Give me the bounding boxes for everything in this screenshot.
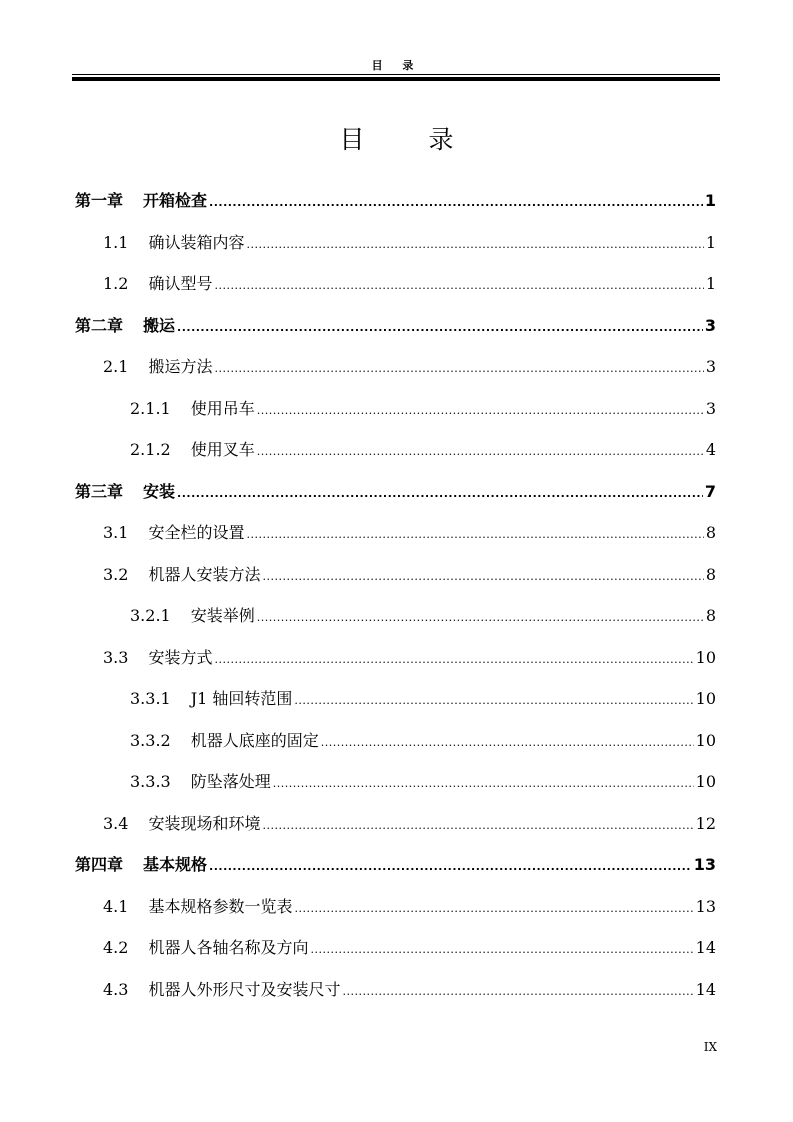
- toc-entry-subsection[interactable]: [75, 720, 716, 762]
- toc-entry-subsection[interactable]: [75, 595, 716, 637]
- toc-entry-title: 机器人底座的固定: [190, 730, 319, 750]
- toc-entry-page-number: 10: [695, 772, 716, 791]
- toc-entry-title: 确认装箱内容: [148, 232, 245, 252]
- toc-entry-page-number: 8: [705, 564, 716, 584]
- toc-entry-title: 安装举例: [190, 606, 255, 625]
- toc-entry-title: 使用吊车: [190, 398, 255, 418]
- toc-dot-leader: [257, 431, 704, 473]
- toc-dot-leader: [321, 722, 694, 764]
- toc-dot-leader: [246, 224, 703, 266]
- toc-entry-page-number: 1: [705, 274, 716, 293]
- toc-dot-leader: [214, 265, 703, 307]
- toc-entry-section[interactable]: [75, 886, 716, 928]
- toc-dot-leader: [342, 971, 693, 1013]
- toc-entry-number: 第三章: [75, 481, 124, 501]
- toc-entry-number: 2.1: [103, 357, 129, 376]
- toc-entry-section[interactable]: [75, 927, 716, 969]
- toc-entry-number: 2.1.2: [130, 440, 171, 459]
- toc-entry-subsection[interactable]: [75, 429, 716, 471]
- toc-entry-number: 3.4: [103, 813, 129, 833]
- toc-entry-page-number: 10: [695, 730, 716, 750]
- toc-dot-leader: [310, 929, 693, 971]
- toc-entry-page-number: 14: [695, 938, 716, 957]
- toc-entry-number: 3.3.3: [130, 772, 171, 791]
- table-of-contents: [75, 180, 716, 1010]
- toc-entry-chapter[interactable]: [75, 305, 716, 347]
- toc-entry-title: 基本规格参数一览表: [148, 896, 293, 916]
- toc-dot-leader: [246, 514, 703, 556]
- toc-entry-number: 第四章: [75, 855, 124, 874]
- toc-entry-subsection[interactable]: [75, 761, 716, 803]
- toc-dot-leader: [209, 182, 703, 224]
- toc-entry-page-number: 14: [695, 979, 716, 999]
- toc-entry-page-number: 13: [693, 855, 716, 874]
- toc-entry-number: 3.1: [103, 523, 129, 542]
- toc-entry-section[interactable]: [75, 969, 716, 1011]
- toc-entry-number: 1.1: [103, 232, 129, 252]
- toc-entry-title: 搬运: [143, 315, 176, 335]
- toc-entry-page-number: 1: [705, 232, 716, 252]
- toc-entry-page-number: 3: [705, 357, 716, 376]
- toc-dot-leader: [262, 805, 693, 847]
- toc-entry-page-number: 7: [704, 481, 716, 501]
- header-rule-thin: [72, 74, 720, 75]
- toc-entry-section[interactable]: [75, 554, 716, 596]
- toc-dot-leader: [177, 307, 703, 349]
- toc-entry-subsection[interactable]: [75, 678, 716, 720]
- toc-entry-chapter[interactable]: [75, 844, 716, 886]
- toc-entry-section[interactable]: [75, 263, 716, 305]
- toc-entry-title: 安全栏的设置: [148, 523, 245, 542]
- toc-entry-page-number: 3: [704, 315, 716, 335]
- toc-entry-section[interactable]: [75, 346, 716, 388]
- toc-entry-title: J1 轴回转范围: [190, 689, 293, 708]
- toc-entry-section[interactable]: [75, 222, 716, 264]
- toc-entry-number: 1.2: [103, 274, 129, 293]
- toc-entry-page-number: 13: [695, 896, 716, 916]
- toc-entry-chapter[interactable]: [75, 471, 716, 513]
- toc-dot-leader: [177, 473, 703, 515]
- toc-entry-page-number: 8: [705, 523, 716, 542]
- toc-entry-title: 机器人各轴名称及方向: [148, 938, 309, 957]
- toc-dot-leader: [262, 556, 703, 598]
- toc-entry-number: 4.2: [103, 938, 129, 957]
- toc-entry-number: 4.3: [103, 979, 129, 999]
- toc-entry-subsection[interactable]: [75, 388, 716, 430]
- toc-entry-chapter[interactable]: [75, 180, 716, 222]
- page-number: IX: [703, 1040, 717, 1054]
- header-rule-thick: [72, 77, 720, 81]
- toc-entry-title: 开箱检查: [143, 191, 208, 210]
- toc-dot-leader: [294, 680, 693, 722]
- toc-entry-title: 防坠落处理: [190, 772, 271, 791]
- toc-dot-leader: [273, 763, 694, 805]
- toc-entry-number: 3.3.2: [130, 730, 171, 750]
- toc-entry-section[interactable]: [75, 637, 716, 679]
- toc-entry-page-number: 4: [705, 440, 716, 459]
- toc-dot-leader: [209, 846, 692, 888]
- toc-entry-title: 安装: [143, 481, 176, 501]
- toc-entry-section[interactable]: [75, 512, 716, 554]
- toc-entry-section[interactable]: [75, 803, 716, 845]
- toc-dot-leader: [257, 597, 704, 639]
- page-title: 目 录: [339, 125, 482, 154]
- running-header: 目 录: [371, 59, 422, 72]
- toc-dot-leader: [294, 888, 693, 930]
- toc-entry-number: 第一章: [75, 191, 124, 210]
- toc-dot-leader: [257, 390, 704, 432]
- toc-entry-number: 3.3: [103, 647, 129, 667]
- toc-entry-title: 安装方式: [148, 647, 213, 667]
- toc-entry-title: 机器人安装方法: [148, 564, 261, 584]
- toc-entry-title: 机器人外形尺寸及安装尺寸: [148, 979, 341, 999]
- toc-entry-title: 安装现场和环境: [148, 813, 261, 833]
- toc-entry-number: 2.1.1: [130, 398, 171, 418]
- toc-entry-number: 3.2.1: [130, 606, 171, 625]
- toc-entry-page-number: 10: [695, 647, 716, 667]
- toc-entry-number: 第二章: [75, 315, 124, 335]
- toc-entry-page-number: 12: [695, 813, 716, 833]
- toc-entry-page-number: 10: [695, 689, 716, 708]
- toc-entry-title: 确认型号: [148, 274, 213, 293]
- toc-entry-page-number: 1: [704, 191, 716, 210]
- toc-entry-title: 基本规格: [143, 855, 208, 874]
- toc-entry-page-number: 8: [705, 606, 716, 625]
- toc-dot-leader: [214, 639, 693, 681]
- toc-entry-title: 使用叉车: [190, 440, 255, 459]
- toc-entry-number: 4.1: [103, 896, 129, 916]
- toc-entry-number: 3.3.1: [130, 689, 171, 708]
- toc-entry-page-number: 3: [705, 398, 716, 418]
- toc-entry-title: 搬运方法: [148, 357, 213, 376]
- toc-entry-number: 3.2: [103, 564, 129, 584]
- toc-dot-leader: [214, 348, 703, 390]
